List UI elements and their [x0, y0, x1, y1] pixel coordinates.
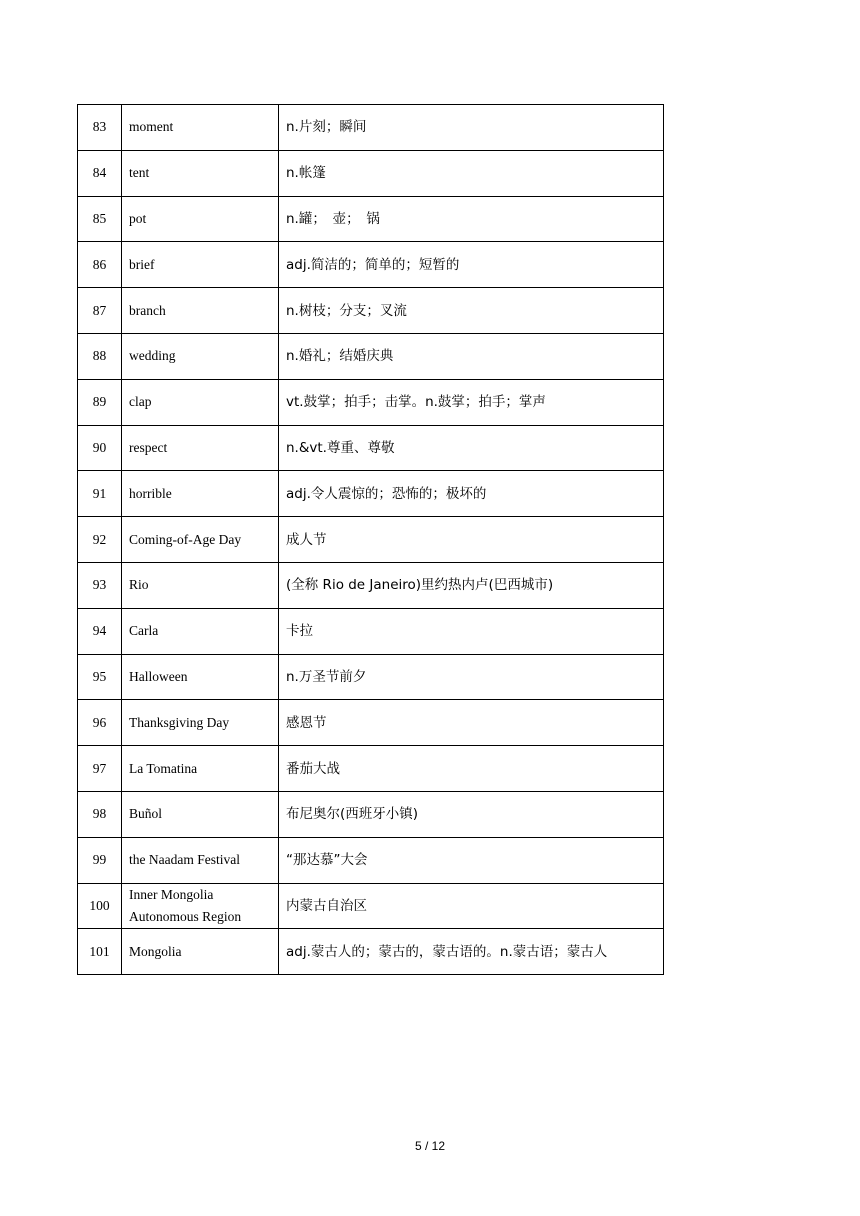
- vocab-word: Carla: [122, 608, 279, 654]
- vocab-meaning: 感恩节: [279, 700, 664, 746]
- vocab-word: Thanksgiving Day: [122, 700, 279, 746]
- vocab-word: Halloween: [122, 654, 279, 700]
- vocab-meaning: 内蒙古自治区: [279, 883, 664, 929]
- vocab-word: horrible: [122, 471, 279, 517]
- row-number: 83: [78, 105, 122, 151]
- table-row: [78, 608, 664, 654]
- table-row: [78, 883, 664, 929]
- vocab-word: respect: [122, 425, 279, 471]
- vocab-word: wedding: [122, 333, 279, 379]
- table-row: [78, 105, 664, 151]
- vocab-meaning: (全称 Rio de Janeiro)里约热内卢(巴西城市): [279, 562, 664, 608]
- row-number: 85: [78, 196, 122, 242]
- vocab-meaning: adj.简洁的；简单的；短暂的: [279, 242, 664, 288]
- table-row: [78, 150, 664, 196]
- vocabulary-table: [77, 104, 664, 975]
- row-number: 84: [78, 150, 122, 196]
- vocab-meaning: n.树枝；分支；叉流: [279, 288, 664, 334]
- vocab-meaning: adj.令人震惊的；恐怖的；极坏的: [279, 471, 664, 517]
- row-number: 86: [78, 242, 122, 288]
- row-number: 93: [78, 562, 122, 608]
- vocab-word: tent: [122, 150, 279, 196]
- table-row: [78, 517, 664, 563]
- vocab-meaning: 成人节: [279, 517, 664, 563]
- vocab-word: La Tomatina: [122, 746, 279, 792]
- vocab-word: the Naadam Festival: [122, 837, 279, 883]
- vocab-word: Inner Mongolia Autonomous Region: [122, 883, 279, 929]
- vocab-meaning: 卡拉: [279, 608, 664, 654]
- table-row: [78, 562, 664, 608]
- vocab-word: Mongolia: [122, 929, 279, 975]
- vocab-word: brief: [122, 242, 279, 288]
- table-row: [78, 379, 664, 425]
- vocab-word: clap: [122, 379, 279, 425]
- table-row: [78, 333, 664, 379]
- vocab-word: Buñol: [122, 791, 279, 837]
- row-number: 87: [78, 288, 122, 334]
- vocab-word: Coming-of-Age Day: [122, 517, 279, 563]
- vocab-meaning: 布尼奥尔(西班牙小镇): [279, 791, 664, 837]
- row-number: 91: [78, 471, 122, 517]
- table-row: [78, 196, 664, 242]
- row-number: 95: [78, 654, 122, 700]
- table-row: [78, 288, 664, 334]
- row-number: 98: [78, 791, 122, 837]
- row-number: 88: [78, 333, 122, 379]
- table-row: [78, 700, 664, 746]
- vocab-meaning: n.帐篷: [279, 150, 664, 196]
- table-row: [78, 746, 664, 792]
- vocab-meaning: n.万圣节前夕: [279, 654, 664, 700]
- row-number: 94: [78, 608, 122, 654]
- vocab-meaning: n.片刻；瞬间: [279, 105, 664, 151]
- vocab-meaning: adj.蒙古人的；蒙古的，蒙古语的。n.蒙古语；蒙古人: [279, 929, 664, 975]
- vocab-word: moment: [122, 105, 279, 151]
- vocab-word: Rio: [122, 562, 279, 608]
- row-number: 101: [78, 929, 122, 975]
- table-row: [78, 471, 664, 517]
- row-number: 92: [78, 517, 122, 563]
- table-row: [78, 791, 664, 837]
- table-row: [78, 425, 664, 471]
- vocab-meaning: n.婚礼；结婚庆典: [279, 333, 664, 379]
- vocab-word: pot: [122, 196, 279, 242]
- vocabulary-table-body: [78, 105, 664, 975]
- row-number: 99: [78, 837, 122, 883]
- row-number: 89: [78, 379, 122, 425]
- row-number: 96: [78, 700, 122, 746]
- vocab-word: branch: [122, 288, 279, 334]
- row-number: 100: [78, 883, 122, 929]
- table-row: [78, 242, 664, 288]
- vocab-meaning: n.罐； 壶； 锅: [279, 196, 664, 242]
- vocab-meaning: “那达慕”大会: [279, 837, 664, 883]
- vocab-meaning: vt.鼓掌；拍手；击掌。n.鼓掌；拍手；掌声: [279, 379, 664, 425]
- vocab-meaning: n.&vt.尊重、尊敬: [279, 425, 664, 471]
- table-row: [78, 929, 664, 975]
- table-row: [78, 654, 664, 700]
- vocab-meaning: 番茄大战: [279, 746, 664, 792]
- table-row: [78, 837, 664, 883]
- row-number: 97: [78, 746, 122, 792]
- page-number: 5 / 12: [414, 1139, 446, 1153]
- row-number: 90: [78, 425, 122, 471]
